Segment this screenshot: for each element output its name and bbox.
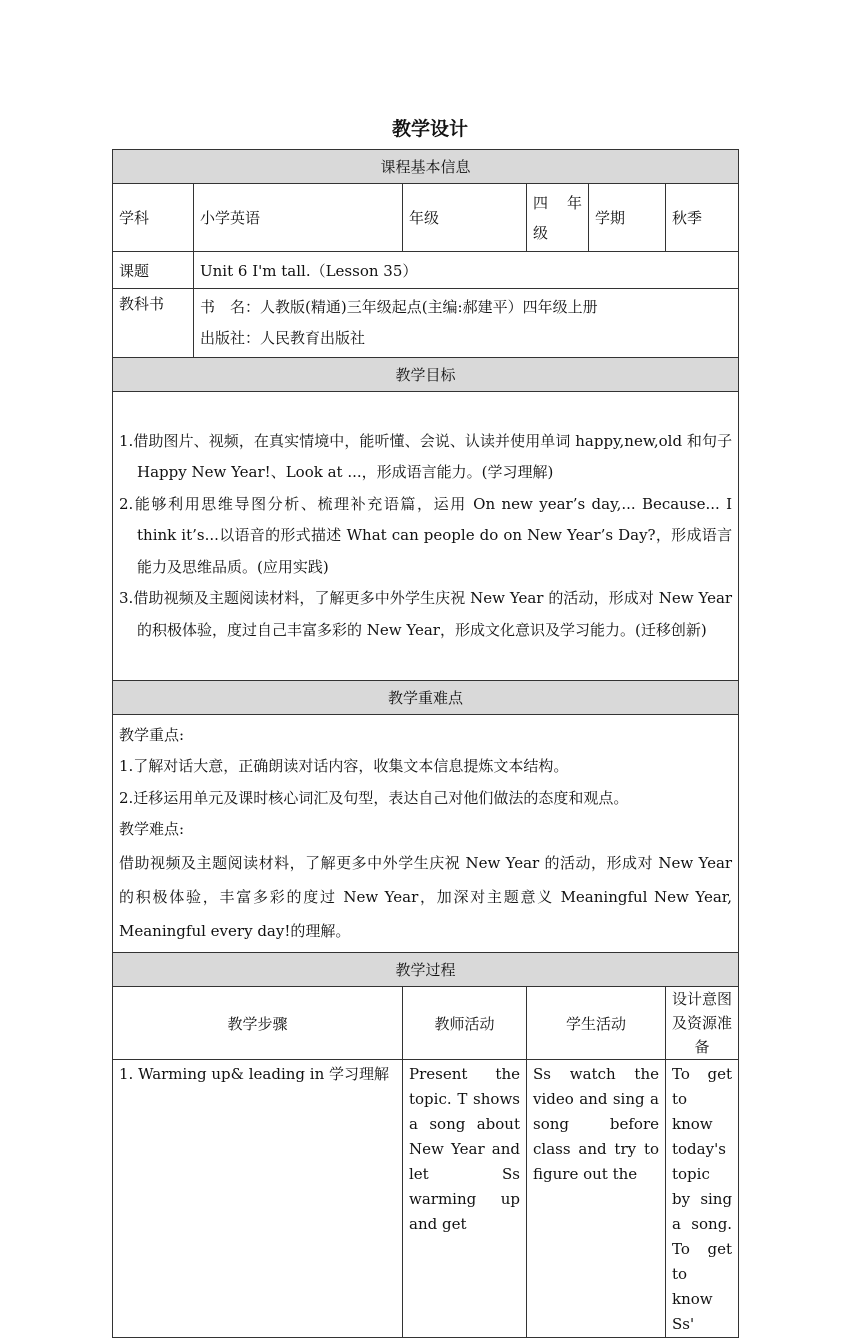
process-step: 1. Warming up& leading in 学习理解 <box>113 1060 403 1338</box>
lesson-plan-table <box>112 149 739 1338</box>
objective-item: 3.借助视频及主题阅读材料，了解更多中外学生庆祝 New Year 的活动，形成对 New Year 的积极体验，度过自己丰富多彩的 New Year，形成文化意识及学习能力。(迁移创新) <box>119 589 733 639</box>
topic-label: 课题 <box>113 252 194 289</box>
process-header: 教学过程 <box>113 953 739 987</box>
textbook-label: 教科书 <box>113 289 194 358</box>
topic-value: Unit 6 I'm tall.（Lesson 35） <box>194 252 739 289</box>
objective-item: 1.借助图片、视频，在真实情境中，能听懂、会说、认读并使用单词 happy,new,old 和句子 Happy New Year!、Look at ...，形成语言能力。(学习理解) <box>119 431 733 482</box>
process-student-activity: Ss watch the video and sing a song before class and try to figure out the <box>527 1060 666 1338</box>
textbook-publisher: 出版社：人民教育出版社 <box>200 329 366 347</box>
column-header-step: 教学步骤 <box>113 987 403 1060</box>
column-header-student: 学生活动 <box>527 987 666 1060</box>
column-header-teacher: 教师活动 <box>403 987 527 1060</box>
term-value: 秋季 <box>666 184 739 252</box>
column-header-intent: 设计意图及资源准备 <box>666 987 739 1060</box>
objectives-header: 教学目标 <box>113 358 739 392</box>
focus-item: 2.迁移运用单元及课时核心词汇及句型，表达自己对他们做法的态度和观点。 <box>119 788 629 807</box>
subject-value: 小学英语 <box>194 184 403 252</box>
subject-label: 学科 <box>113 184 194 252</box>
objective-item: 2.能够利用思维导图分析、梳理补充语篇，运用 On new year’s day,... Because... I think it’s...以语音的形式描述 What can people do on New Year’s Day?，形成语言能力及思维品质。(应用实践) <box>119 494 733 576</box>
process-teacher-activity: Present the topic. T shows a song about New Year and let Ss warming up and get <box>403 1060 527 1338</box>
term-label: 学期 <box>589 184 666 252</box>
document-title: 教学设计 <box>391 118 468 140</box>
course-info-header: 课程基本信息 <box>113 150 739 184</box>
grade-label: 年级 <box>403 184 527 252</box>
focus-item: 1.了解对话大意，正确朗读对话内容，收集文本信息提炼文本结构。 <box>119 757 569 775</box>
objectives-body <box>113 392 739 681</box>
key-points-header: 教学重难点 <box>113 681 739 715</box>
difficulty-text: 借助视频及主题阅读材料，了解更多中外学生庆祝 New Year 的活动，形成对 New Year 的积极体验，丰富多彩的度过 New Year，加深对主题意义 Meaningful New Year, Meaningful every day!的理解。 <box>119 853 733 940</box>
process-intent: To get to know today's topic by sing a song. To get to know Ss' <box>666 1060 739 1338</box>
textbook-info <box>194 289 739 358</box>
objectives-list <box>119 426 732 647</box>
grade-value: 四 年 级 <box>527 184 589 252</box>
difficulty-label: 教学难点: <box>119 820 185 838</box>
textbook-name: 书 名：人教版(精通)三年级起点(主编:郝建平）四年级上册 <box>200 297 598 316</box>
focus-label: 教学重点: <box>119 725 185 744</box>
key-points-body <box>113 715 739 953</box>
